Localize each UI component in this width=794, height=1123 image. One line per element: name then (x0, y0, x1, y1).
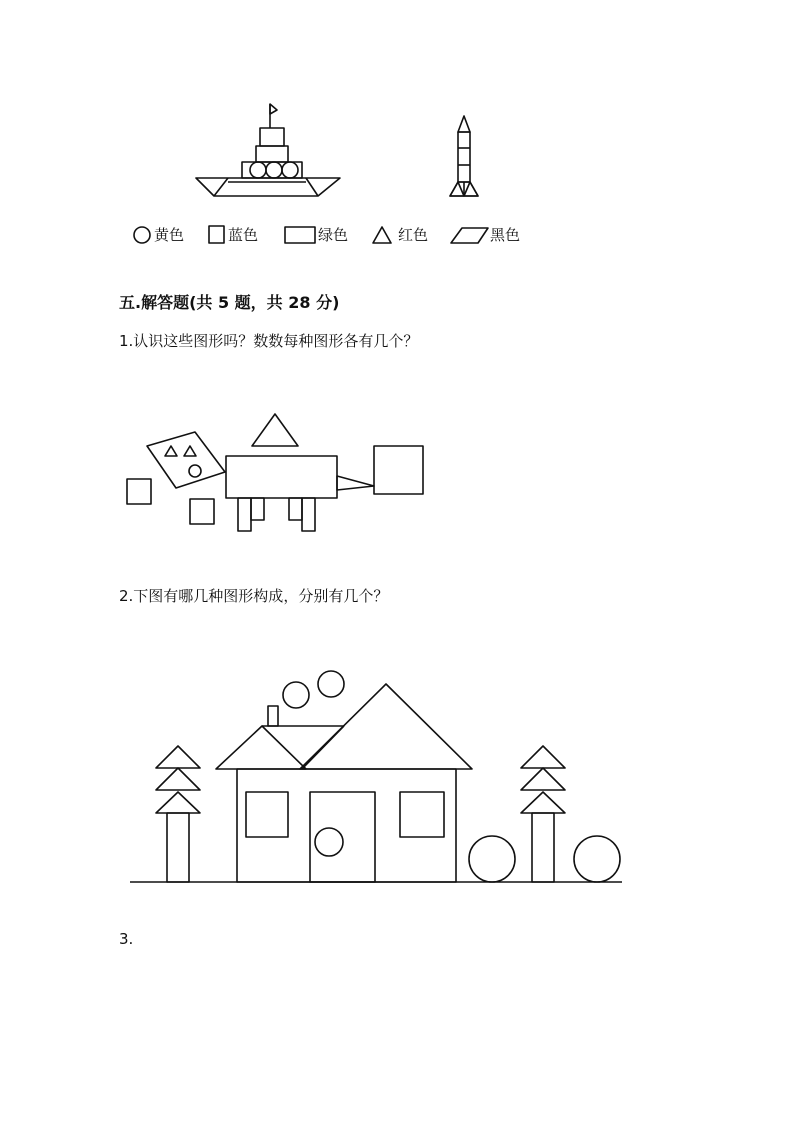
legend-label-parallelogram: 黑色 (490, 226, 521, 244)
legend-label-triangle: 红色 (398, 226, 429, 244)
legend-label-rectangle: 绿色 (318, 226, 349, 244)
question-2: 2.下图有哪几种图形构成，分别有几个？ (119, 587, 389, 605)
question-1: 1.认识这些图形吗？数数每种图形各有几个？ (119, 332, 419, 350)
section-title: 五.解答题(共 5 题，共 28 分) (119, 293, 340, 312)
legend-label-circle: 黄色 (154, 226, 185, 244)
legend-label-square: 蓝色 (228, 226, 259, 244)
question-3: 3. (119, 930, 134, 948)
